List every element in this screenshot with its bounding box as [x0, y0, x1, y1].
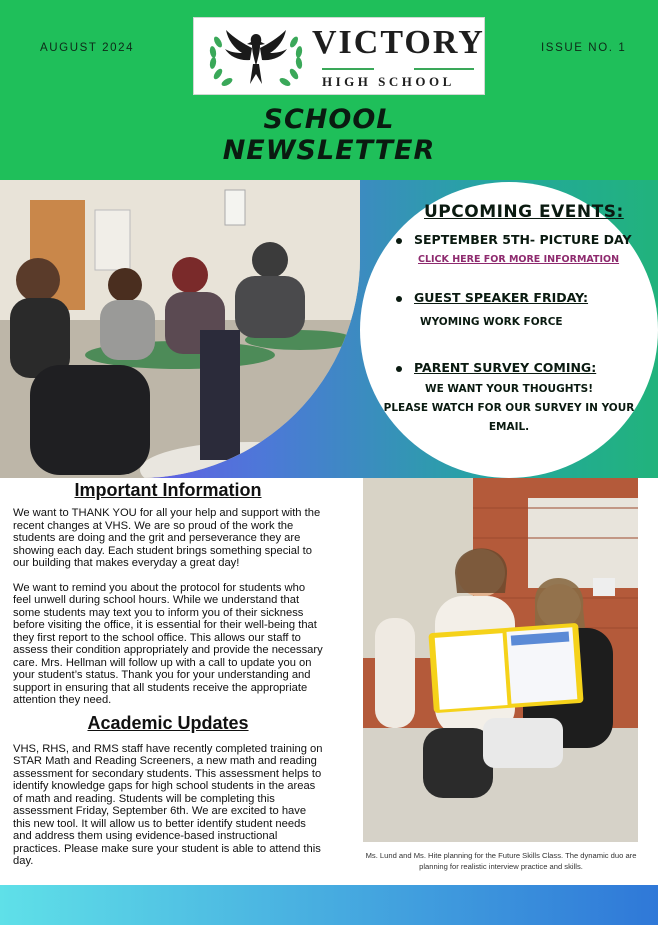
events-heading: UPCOMING EVENTS:	[424, 202, 624, 222]
newsletter-title	[0, 104, 658, 166]
phoenix-emblem-icon	[200, 22, 312, 92]
event-picture-day-title: SEPTEMBER 5TH- PICTURE DAY	[414, 232, 632, 247]
logo-wordmark: VICTORY	[312, 24, 485, 61]
event-guest-speaker-detail: WYOMING WORK FORCE	[420, 316, 563, 328]
important-info-paragraph-1: We want to THANK YOU for all your help and support with the recent changes at VHS. We are so proud of the work the students are doing and the grit and perseverance they are showing each day. Each student brings something special to our building that makes everyday a great day!	[13, 507, 321, 569]
survey-detail-line1: WE WANT YOUR THOUGHTS!	[425, 383, 593, 395]
logo-subtitle: HIGH SCHOOL	[322, 74, 455, 89]
event-parent-survey-title: PARENT SURVEY COMING:	[414, 360, 597, 375]
event-guest-speaker	[396, 290, 588, 305]
school-logo	[193, 17, 485, 95]
event-parent-survey-detail	[380, 380, 638, 437]
event-parent-survey	[396, 360, 596, 375]
academic-updates-paragraph: VHS, RHS, and RMS staff have recently completed training on STAR Math and Reading Screeners, a new math and reading assessment for secondary students. This assessment helps to identify knowledge gaps for high school students in the areas of math and reading. Students will be completing this assessment Friday, September 6th. We are excited to have this new tool. It will allow us to better identify student needs and address them using evidence-based instructional practices. Please make sure your student is able to attend this day.	[13, 742, 323, 867]
survey-detail-line2: PLEASE WATCH FOR OUR SURVEY IN YOUR	[383, 402, 635, 414]
newsletter-title-line1: SCHOOL	[263, 104, 395, 135]
issue-date: AUGUST 2024	[40, 42, 135, 54]
important-info-paragraph-2: We want to remind you about the protocol for students who feel unwell during school hours. While we understand that some students may text you to inform you of their sickness before visiting the office, it is essential for their well-being that they first report to the school office. This allows our staff to assess their condition appropriately and provide the necessary care. Mrs. Hellman will follow up with a call to update you on your student’s status. Thank you for your understanding and support in ensuring that all students receive the appropriate attention they need.	[13, 581, 323, 706]
staff-photo	[363, 478, 638, 842]
classroom-photo-image	[0, 180, 360, 478]
main-content-column	[13, 478, 323, 868]
logo-divider-left	[322, 68, 374, 70]
bullet-icon	[396, 366, 402, 372]
event-guest-speaker-title: GUEST SPEAKER FRIDAY:	[414, 290, 589, 305]
survey-detail-line3: EMAIL.	[488, 421, 530, 433]
important-info-title: Important Information	[74, 480, 262, 500]
upcoming-events-panel	[360, 182, 658, 478]
bullet-icon	[396, 238, 402, 244]
bullet-icon	[396, 296, 402, 302]
events-banner	[0, 180, 658, 478]
staff-photo-image	[363, 478, 638, 842]
issue-number: ISSUE NO. 1	[541, 42, 627, 54]
newsletter-title-line2: NEWSLETTER	[222, 135, 436, 166]
photo-caption: Ms. Lund and Ms. Hite planning for the Future Skills Class. The dynamic duo are planning for realistic interview practice and skills.	[365, 851, 637, 871]
academic-updates-title: Academic Updates	[87, 712, 249, 733]
classroom-photo	[0, 180, 360, 478]
event-picture-day	[396, 232, 632, 247]
masthead	[0, 0, 658, 180]
footer-bar	[0, 885, 658, 925]
more-information-link[interactable]: CLICK HERE FOR MORE INFORMATION	[418, 254, 620, 265]
logo-divider-right	[414, 68, 474, 70]
